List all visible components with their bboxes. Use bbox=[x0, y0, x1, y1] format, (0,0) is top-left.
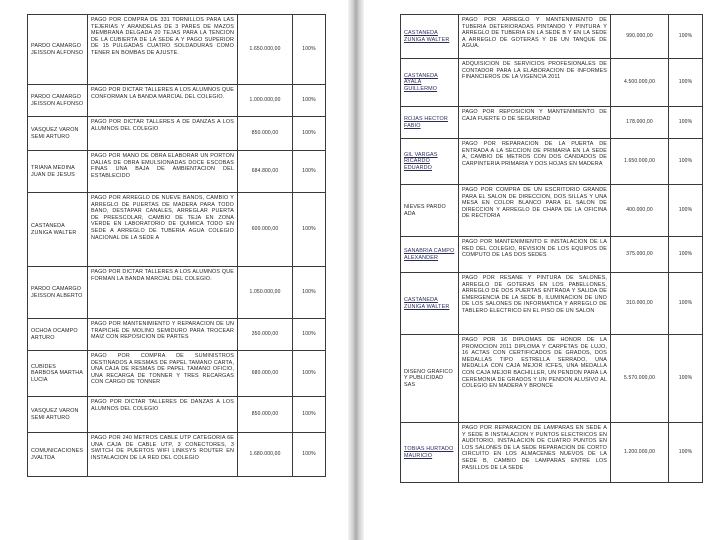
table-row bbox=[28, 117, 326, 151]
payment-percentage: 100% bbox=[669, 15, 703, 59]
payment-description: PAGO POR DICTAR TALLERES DE DANZAS A LOS ALUMNOS DEL COLEGIO bbox=[88, 397, 238, 433]
payment-percentage: 100% bbox=[293, 397, 326, 433]
payment-amount: 1.650.000,00 bbox=[611, 139, 669, 185]
payee-name: DISENO GRAFICO Y PUBLICIDAD SAS bbox=[401, 335, 459, 423]
payment-amount: 310.000,00 bbox=[611, 273, 669, 335]
payment-amount: 680.000,00 bbox=[238, 351, 293, 397]
payment-percentage: 100% bbox=[293, 85, 326, 117]
table-row bbox=[401, 139, 703, 185]
payment-description: PAGO POR DICTAR TALLERES A DE DANZAS A LOS ALUMNOS DEL COLEGIO bbox=[88, 117, 238, 151]
payment-amount: 400.000,00 bbox=[611, 185, 669, 237]
payee-name: ROJAS HECTOR FABIO bbox=[401, 107, 459, 139]
payment-description: PAGO POR DICTAR TALLERES A LOS ALUMNOS QUE CONFORMAN LA BANDA MARCIAL DEL COLEGIO. bbox=[88, 85, 238, 117]
payment-amount: 850.000,00 bbox=[238, 397, 293, 433]
payment-amount: 375.000,00 bbox=[611, 237, 669, 273]
payee-name: CASTANEDA ZUNIGA WALTER bbox=[401, 273, 459, 335]
table-row bbox=[28, 351, 326, 397]
payment-amount: 684.800,00 bbox=[238, 151, 293, 193]
right-page bbox=[364, 0, 720, 540]
right-payments-table bbox=[400, 14, 703, 483]
payment-amount: 1.650.000,00 bbox=[238, 15, 293, 85]
payment-percentage: 100% bbox=[669, 185, 703, 237]
payment-description: PAGO POR COMPRA DE UN ESCRITORIO GRANDE PARA EL SALON DE DIRECCION, DOS SILLAS Y UNA MESA EN COLOR BLANCO PARA EL SALON DE DIRECCION Y ARREGLO DE CHAPA DE LA OFICINA DE RECTORIA bbox=[459, 185, 611, 237]
payee-name: VASQUEZ VARON SEMI ARTURO bbox=[28, 397, 88, 433]
table-row bbox=[28, 193, 326, 267]
table-row bbox=[28, 397, 326, 433]
payment-description: PAGO POR REPOSICION Y MANTENIMIENTO DE CAJA FUERTE O DE SEGURIDAD bbox=[459, 107, 611, 139]
payment-description: PAGO POR MANO DE OBRA ELABORAR UN PORTON DALIAS DE OBRA EMULSIONADAS DOCE ESCOBAS FINAS UNA BAJA DE AMBIENTACION DEL ESTABLECIDO bbox=[88, 151, 238, 193]
payment-percentage: 100% bbox=[293, 267, 326, 319]
payee-name: TOBIAS HURTADO MAURICIO bbox=[401, 423, 459, 483]
payee-name: NIEVES PARDO ADA bbox=[401, 185, 459, 237]
payee-name: PARDO CAMARGO JEISSON ALFONSO bbox=[28, 15, 88, 85]
payment-percentage: 100% bbox=[669, 335, 703, 423]
payment-description: PAGO POR 16 DIPLOMAS DE HONOR DE LA PROMOCION 2011 DIPLOMA Y CARPETAS DE LUJO, 16 ACTAS CON CERTIFICADOS DE GRADOS, DOS MEDALLAS TIPO ESTRELLA SERRADO, UNA MEDALLA CON CAJA MEJOR ICFES, UNA MEDALLA CON CAJA MEJOR BACHILLER, UN PENDON PARA LA CEREMONIA DE GRADOS Y UN PENDON ALUSIVO AL COLEGIO EN MADERA Y BRONCE bbox=[459, 335, 611, 423]
table-row bbox=[401, 335, 703, 423]
table-row bbox=[401, 59, 703, 107]
payment-description: PAGO POR MANTENIMIENTO Y REPARACION DE UN TRAPICHE DE MOLINO SEMIDURO PARA TROCEAR MAIZ CON REPOSICION DE PARTES bbox=[88, 319, 238, 351]
table-row bbox=[28, 15, 326, 85]
table-row bbox=[28, 319, 326, 351]
payment-percentage: 100% bbox=[293, 15, 326, 85]
payment-percentage: 100% bbox=[669, 237, 703, 273]
payee-name: SANABRIA CAMPO ALEXANDER bbox=[401, 237, 459, 273]
table-row bbox=[401, 237, 703, 273]
payment-amount: 178.000,00 bbox=[611, 107, 669, 139]
left-payments-table bbox=[27, 14, 326, 477]
table-row bbox=[28, 267, 326, 319]
payee-name: CUBIDES BARBOSA MARTHA LUCIA bbox=[28, 351, 88, 397]
payment-description: PAGO POR ARREGLO DE NUEVE BANOS, CAMBIO Y ARREGLO DE PUERTAS DE MADERA PARA TODO BANO, DESTAPAR CANALES, ARREGLAR PUERTA DE PREESCOLAR, CAMBIO DE TEJA EN ZONA VERDE EN LABORATORIO DE QUIMICA TODO EN SEDE A ARREGLO DE TUBERIA AGUA COLEGIO NACIONAL DE LA SEDE A bbox=[88, 193, 238, 267]
payment-percentage: 100% bbox=[293, 117, 326, 151]
payment-description: PAGO POR COMPRA DE SUMINISTROS DESTINADOS A RESMAS DE PAPEL TAMANO CARTA, UNA CAJA DE RESMAS DE PAPEL TAMANO OFICIO, UNA RECARGA DE TONNER Y TRES RECARGAS CON CARGO DE TONNER bbox=[88, 351, 238, 397]
payee-name: CASTANEDA AYALA GUILLERMO bbox=[401, 59, 459, 107]
payment-description: PAGO POR MANTENIMIENTO E INSTALACION DE LA RED DEL COLEGIO, REVISION DE LOS EQUIPOS DE COMPUTO DE LAS DOS SEDES bbox=[459, 237, 611, 273]
payee-name: PARDO CAMARGO JEISSON ALBERTO bbox=[28, 267, 88, 319]
table-row bbox=[401, 15, 703, 59]
payee-name: TRIANA MEDINA JUAN DE JESUS bbox=[28, 151, 88, 193]
payee-name: PARDO CAMARGO JEISSON ALFONSO bbox=[28, 85, 88, 117]
payment-amount: 4.500.000,00 bbox=[611, 59, 669, 107]
payee-name: GIL VARGAS RICARDO EDUARDO bbox=[401, 139, 459, 185]
table-row bbox=[28, 85, 326, 117]
payment-amount: 1.000.000,00 bbox=[238, 85, 293, 117]
payee-name: CASTANEDA ZUNIGA WALTER bbox=[28, 193, 88, 267]
table-row bbox=[401, 185, 703, 237]
payment-percentage: 100% bbox=[293, 319, 326, 351]
payment-percentage: 100% bbox=[669, 273, 703, 335]
payee-name: VASQUEZ VARON SEMI ARTURO bbox=[28, 117, 88, 151]
payee-name: OCHOA OCAMPO ARTURO bbox=[28, 319, 88, 351]
payment-amount: 1.680.000,00 bbox=[238, 433, 293, 477]
payment-percentage: 100% bbox=[293, 193, 326, 267]
payment-percentage: 100% bbox=[669, 139, 703, 185]
left-page bbox=[0, 0, 348, 540]
table-row bbox=[401, 423, 703, 483]
payment-amount: 350.000,00 bbox=[238, 319, 293, 351]
payment-description: PAGO POR REPARACION DE LAMPARAS EN SEDE A Y SEDE B INSTALACION Y PUNTOS ELECTRICOS EN AUDITORIO, INSTALACION DE CUATRO PUNTOS EN LOS SALONES DE LA SEDE REPARACION DE CORTO CIRCUITO EN LOS ALMACENES NUEVOS DE LA SEDE B, CAMBIO DE LAMPARAS ENTRE LOS PASILLOS DE LA SEDE bbox=[459, 423, 611, 483]
payment-description: PAGO POR DICTAR TALLERES A LOS ALUMNOS QUE FORMAN LA BANDA MARCIAL DEL COLEGIO. bbox=[88, 267, 238, 319]
table-row bbox=[401, 107, 703, 139]
payee-name: COMUNICACIONES JVALTDA bbox=[28, 433, 88, 477]
payment-description: PAGO POR RESANE Y PINTURA DE SALONES, ARREGLO DE GOTERAS EN LOS PABELLONES, ARREGLO DE DOS PUERTAS ENTRADA Y SALIDA DE EMERGENCIA DE LA SEDE B, ILUMINACION DE UNO DE LOS SALONES DE INFORMATICA Y ARREGLO DE TABLERO ELECTRICO EN EL PISO DE UN SALON bbox=[459, 273, 611, 335]
payment-amount: 1.200.000,00 bbox=[611, 423, 669, 483]
payment-percentage: 100% bbox=[293, 351, 326, 397]
page-gutter bbox=[348, 0, 364, 540]
table-row bbox=[28, 151, 326, 193]
payment-amount: 5.570.000,00 bbox=[611, 335, 669, 423]
payment-description: PAGO POR ARREGLO Y MANTENIMIENTO DE TUBERIA DETERIORADAS PINTANDO Y PINTURA Y ARREGLO DE TUBERIA EN LA SEDE B Y EN LA SEDE A ARREGLO DE GOTERAS Y DE UN TANQUE DE AGUA. bbox=[459, 15, 611, 59]
payment-percentage: 100% bbox=[669, 59, 703, 107]
payment-amount: 600.000,00 bbox=[238, 193, 293, 267]
payment-description: PAGO POR REPARACION DE LA PUERTA DE ENTRADA A LA SECCION DE PRIMARIA EN LA SEDE A, CAMBIO DE METROS CON DOS CANDADOS DE CARPINTERIA PRIMARIA Y DOS HOJAS EN MADERA bbox=[459, 139, 611, 185]
payment-description: ADQUISICION DE SERVICIOS PROFESIONALES DE CONTADOR PARA LA ELABORACION DE INFORMES FINANCIEROS DE LA VIGENCIA 2011 bbox=[459, 59, 611, 107]
payment-description: PAGO POR 240 METROS CABLE UTP CATEGORIA 6E UNA CAJA DE CABLE UTP, 3 CONECTORES, 3 SWITCH DE PUERTOS WIFI LINKSYS ROUTER EN INSTALACION DE LA RED DEL COLEGIO bbox=[88, 433, 238, 477]
payee-name: CASTANEDA ZUNIGA WALTER bbox=[401, 15, 459, 59]
payment-description: PAGO POR COMPRA DE 331 TORNILLOS PARA LAS TEJERIAS Y ARANDELAS DE 3 PARES DE MAZOS MEMBRANA DELGADA 20 TEJAS PARA LA TENCION DE LA CUBIERTA DE LA SEDE A Y PAGO SUPERIOR DE 15 PULGADAS CUATRO SOLDADURAS COMO TENER EN BOMBAS DE AJUSTE. bbox=[88, 15, 238, 85]
payment-percentage: 100% bbox=[293, 151, 326, 193]
payment-amount: 990.000,00 bbox=[611, 15, 669, 59]
payment-percentage: 100% bbox=[669, 107, 703, 139]
payment-amount: 1.050.000,00 bbox=[238, 267, 293, 319]
table-row bbox=[28, 433, 326, 477]
payment-amount: 850.000,00 bbox=[238, 117, 293, 151]
table-row bbox=[401, 273, 703, 335]
payment-percentage: 100% bbox=[293, 433, 326, 477]
payment-percentage: 100% bbox=[669, 423, 703, 483]
